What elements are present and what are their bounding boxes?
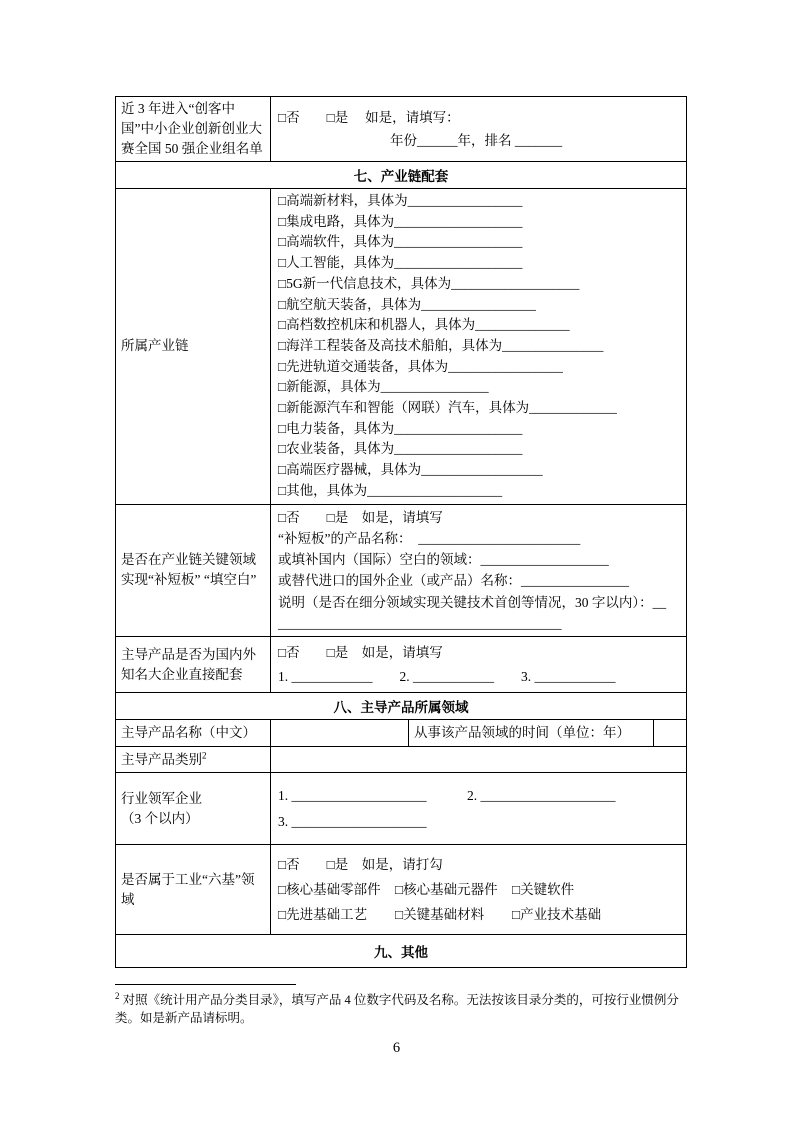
row-leading-companies bbox=[116, 773, 687, 845]
six-bases-yesno-line[interactable]: □否 □是 如是，请打勾 bbox=[278, 857, 443, 873]
industry-chain-label: 所属产业链 bbox=[116, 189, 271, 505]
footnote bbox=[115, 992, 689, 1027]
industry-chain-option-cnc-robots[interactable]: □高档数控机床和机器人，具体为______________ bbox=[278, 317, 570, 333]
row-industry-chain bbox=[116, 189, 687, 505]
six-bases-answer-cell bbox=[271, 845, 687, 935]
row-section-9 bbox=[116, 935, 687, 968]
shortboard-yesno-line[interactable]: □否 □是 如是，请填写 bbox=[278, 509, 443, 525]
shortboard-label: 是否在产业链关键领域实现“补短板” “填空白” bbox=[116, 504, 271, 637]
section-7-heading: 七、产业链配套 bbox=[116, 162, 687, 189]
product-category-label-cell bbox=[116, 747, 271, 773]
row-section-8 bbox=[116, 693, 687, 720]
product-category-input-cell[interactable] bbox=[271, 747, 687, 773]
footnote-marker: 2 bbox=[115, 990, 120, 1001]
row-contest bbox=[116, 97, 687, 162]
six-bases-label: 是否属于工业“六基”领域 bbox=[116, 845, 271, 935]
row-product-name bbox=[116, 720, 687, 747]
contest-list-label: 近 3 年进入“创客中国”中小企业创新创业大赛全国 50 强企业组名单 bbox=[116, 97, 271, 162]
six-bases-option-advanced-processes[interactable]: □先进基础工艺 bbox=[278, 907, 368, 923]
footnote-divider bbox=[115, 984, 296, 985]
row-shortboard bbox=[116, 504, 687, 637]
footnote-2-reference: 2 bbox=[202, 750, 207, 761]
section-9-heading: 九、其他 bbox=[116, 935, 687, 968]
contest-fill-line[interactable]: 年份______年，排名 _______ bbox=[390, 133, 563, 148]
product-category-label: 主导产品类别 bbox=[121, 751, 202, 767]
six-bases-option-industrial-technology-base[interactable]: □产业技术基础 bbox=[512, 907, 602, 923]
section-8-heading: 八、主导产品所属领域 bbox=[116, 693, 687, 720]
supporting-yesno-line[interactable]: □否 □是 如是，请填写 bbox=[278, 644, 443, 660]
product-time-label: 从事该产品领域的时间（单位：年） bbox=[409, 720, 654, 747]
product-time-input-cell[interactable] bbox=[654, 720, 687, 747]
shortboard-import-substitute-line[interactable]: 或替代进口的国外企业（或产品）名称：________________ bbox=[278, 573, 629, 589]
contest-yesno-line[interactable]: □否 □是 如是，请填写： bbox=[278, 110, 460, 125]
industry-chain-option-other[interactable]: □其他，具体为____________________ bbox=[278, 482, 503, 498]
six-bases-option-key-materials[interactable]: □关键基础材料 bbox=[395, 907, 485, 923]
leading-companies-label-cell bbox=[116, 773, 271, 845]
industry-chain-option-integrated-circuits[interactable]: □集成电路，具体为___________________ bbox=[278, 213, 523, 229]
shortboard-explanation-line[interactable]: 说明（是否在细分领域实现关键技术首创等情况，30 字以内）：__ bbox=[278, 594, 667, 610]
footnote-text: 对照《统计用产品分类目录》，填写产品 4 位数字代码及名称。无法按该目录分类的，可按行业惯例分类。如是新产品请标明。 bbox=[115, 993, 679, 1025]
industry-chain-option-ai[interactable]: □人工智能，具体为___________________ bbox=[278, 255, 523, 271]
leading-companies-fill-line-2[interactable]: 3. ____________________ bbox=[278, 813, 427, 829]
supporting-answer-cell bbox=[271, 637, 687, 693]
shortboard-product-name-line[interactable]: “补短板”的产品名称： ________________________ bbox=[278, 530, 581, 546]
industry-chain-option-5g[interactable]: □5G新一代信息技术，具体为___________________ bbox=[278, 275, 580, 291]
industry-chain-option-agricultural-equipment[interactable]: □农业装备，具体为___________________ bbox=[278, 441, 523, 457]
leading-companies-label: 行业领军企业 bbox=[121, 790, 202, 806]
application-form-table bbox=[115, 96, 687, 968]
industry-chain-option-new-energy[interactable]: □新能源，具体为________________ bbox=[278, 379, 489, 395]
industry-chain-option-highend-software[interactable]: □高端软件，具体为___________________ bbox=[278, 234, 523, 250]
six-bases-option-core-components[interactable]: □核心基础零部件 bbox=[278, 882, 381, 898]
contest-answer-cell bbox=[271, 97, 687, 162]
supporting-label: 主导产品是否为国内外知名大企业直接配套 bbox=[116, 637, 271, 693]
shortboard-explanation-blank-line[interactable]: __________________________________________ bbox=[278, 616, 562, 632]
row-supporting bbox=[116, 637, 687, 693]
product-name-label: 主导产品名称（中文） bbox=[116, 720, 271, 747]
industry-chain-option-aerospace[interactable]: □航空航天装备，具体为_________________ bbox=[278, 296, 536, 312]
industry-chain-option-marine-engineering[interactable]: □海洋工程装备及高技术船舶，具体为_______________ bbox=[278, 337, 604, 353]
row-product-category bbox=[116, 747, 687, 773]
row-section-7 bbox=[116, 162, 687, 189]
industry-chain-option-power-equipment[interactable]: □电力装备，具体为___________________ bbox=[278, 420, 523, 436]
product-name-input-cell[interactable] bbox=[271, 720, 409, 747]
industry-chain-options-cell bbox=[271, 189, 687, 505]
industry-chain-option-new-materials[interactable]: □高端新材料，具体为_________________ bbox=[278, 193, 523, 208]
shortboard-gap-field-line[interactable]: 或填补国内（国际）空白的领域：___________________ bbox=[278, 552, 609, 568]
supporting-fill-line[interactable]: 1. ____________ 2. ____________ 3. ____________ bbox=[278, 668, 616, 684]
six-bases-option-core-electronic-parts[interactable]: □核心基础元器件 bbox=[395, 882, 498, 898]
leading-companies-limit: （3 个以内） bbox=[121, 810, 199, 826]
industry-chain-option-nev[interactable]: □新能源汽车和智能（网联）汽车，具体为_____________ bbox=[278, 400, 617, 416]
leading-companies-fill-line-1[interactable]: 1. ____________________ 2. ____________________ bbox=[278, 787, 616, 803]
six-bases-options-grid bbox=[278, 877, 679, 927]
industry-chain-option-rail-transit[interactable]: □先进轨道交通装备，具体为_________________ bbox=[278, 358, 563, 374]
industry-chain-option-medical-devices[interactable]: □高端医疗器械，具体为__________________ bbox=[278, 462, 543, 478]
six-bases-option-key-software[interactable]: □关键软件 bbox=[512, 882, 575, 898]
page-number: 6 bbox=[392, 1040, 401, 1056]
leading-companies-answer-cell bbox=[271, 773, 687, 845]
shortboard-answer-cell bbox=[271, 504, 687, 637]
row-six-bases bbox=[116, 845, 687, 935]
